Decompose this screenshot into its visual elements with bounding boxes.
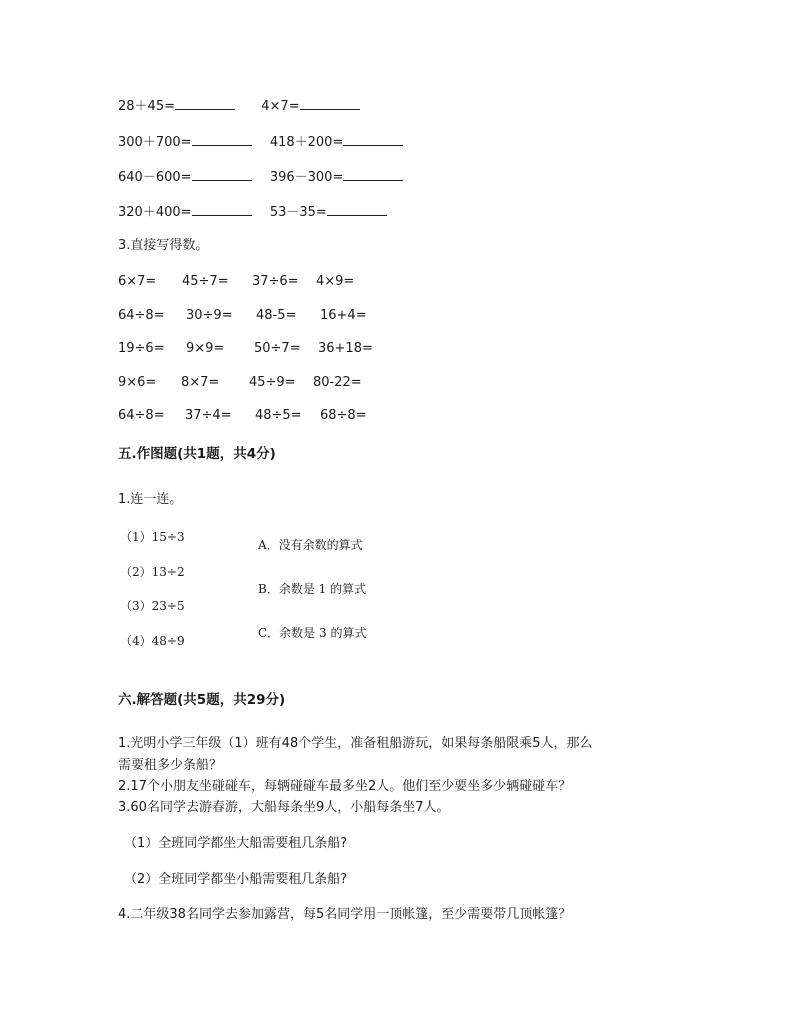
fill-blank-row: [118, 133, 403, 149]
expression: 320＋400=: [118, 205, 192, 220]
mental-item: 80-22=: [313, 375, 362, 390]
connect-left-item: （4）48÷9: [120, 634, 185, 648]
mental-item: 48÷5=: [255, 408, 302, 423]
mental-item: 45÷7=: [182, 274, 229, 289]
mental-item: 16+4=: [320, 308, 367, 323]
mental-item: 64÷8=: [118, 308, 165, 323]
section-6-title: 六.解答题(共5题，共29分): [118, 692, 286, 708]
mental-item: 37÷6=: [252, 274, 299, 289]
expression: 300＋700=: [118, 135, 192, 150]
mental-item: 36+18=: [318, 341, 373, 356]
connect-left-item: （1）15÷3: [120, 530, 185, 544]
answer-blank: [343, 133, 403, 146]
mental-item: 37÷4=: [185, 408, 232, 423]
mental-item: 9×6=: [118, 375, 157, 390]
connect-left-item: （2）13÷2: [120, 565, 185, 579]
connect-left-item: （3）23÷5: [120, 599, 185, 613]
problem-2: 2.17个小朋友坐碰碰车，每辆碰碰车最多坐2人。他们至少要坐多少辆碰碰车？: [118, 779, 572, 794]
expression: 53－35=: [269, 205, 327, 220]
fill-blank-row: [118, 97, 360, 113]
connect-question-title: 1.连一连。: [118, 492, 183, 507]
mental-item: 45÷9=: [249, 375, 296, 390]
expression: 418＋200=: [269, 135, 344, 150]
expression: 28＋45=: [118, 99, 175, 114]
mental-item: 19÷6=: [118, 341, 165, 356]
fill-blank-row: [118, 168, 403, 184]
expression: 396－300=: [269, 170, 344, 185]
problem-3-sub-2: （2）全班同学都坐小船需要租几条船?: [124, 872, 348, 887]
problem-3: 3.60名同学去游春游，大船每条坐9人，小船每条坐7人。: [118, 800, 450, 815]
answer-blank: [300, 97, 360, 110]
answer-blank: [175, 97, 235, 110]
mental-item: 68÷8=: [320, 408, 367, 423]
mental-item: 8×7=: [181, 375, 220, 390]
answer-blank: [343, 168, 403, 181]
problem-1-line-1: 1.光明小学三年级（1）班有48个学生，准备租船游玩，如果每条船限乘5人，那么: [118, 736, 593, 751]
mental-item: 48-5=: [256, 308, 297, 323]
expression: 640－600=: [118, 170, 192, 185]
connect-right-item: A．没有余数的算式: [258, 538, 363, 552]
answer-blank: [192, 168, 252, 181]
mental-item: 30÷9=: [186, 308, 233, 323]
answer-blank: [192, 133, 252, 146]
mental-item: 4×9=: [316, 274, 355, 289]
answer-blank: [192, 203, 252, 216]
mental-item: 9×9=: [186, 341, 225, 356]
mental-item: 6×7=: [118, 274, 157, 289]
problem-4: 4.二年级38名同学去参加露营，每5名同学用一顶帐篷，至少需要带几顶帐篷？: [118, 907, 572, 922]
question-3-title: 3.直接写得数。: [118, 238, 209, 253]
mental-item: 50÷7=: [254, 341, 301, 356]
connect-right-item: C．余数是 3 的算式: [258, 626, 367, 640]
problem-3-sub-1: （1）全班同学都坐大船需要租几条船?: [124, 836, 348, 851]
mental-item: 64÷8=: [118, 408, 165, 423]
section-5-title: 五.作图题(共1题，共4分): [118, 446, 276, 462]
expression: 4×7=: [261, 99, 300, 114]
problem-1-line-2: 需要租多少条船？: [118, 758, 223, 773]
fill-blank-row: [118, 203, 387, 219]
connect-right-item: B．余数是 1 的算式: [258, 582, 367, 596]
answer-blank: [327, 203, 387, 216]
